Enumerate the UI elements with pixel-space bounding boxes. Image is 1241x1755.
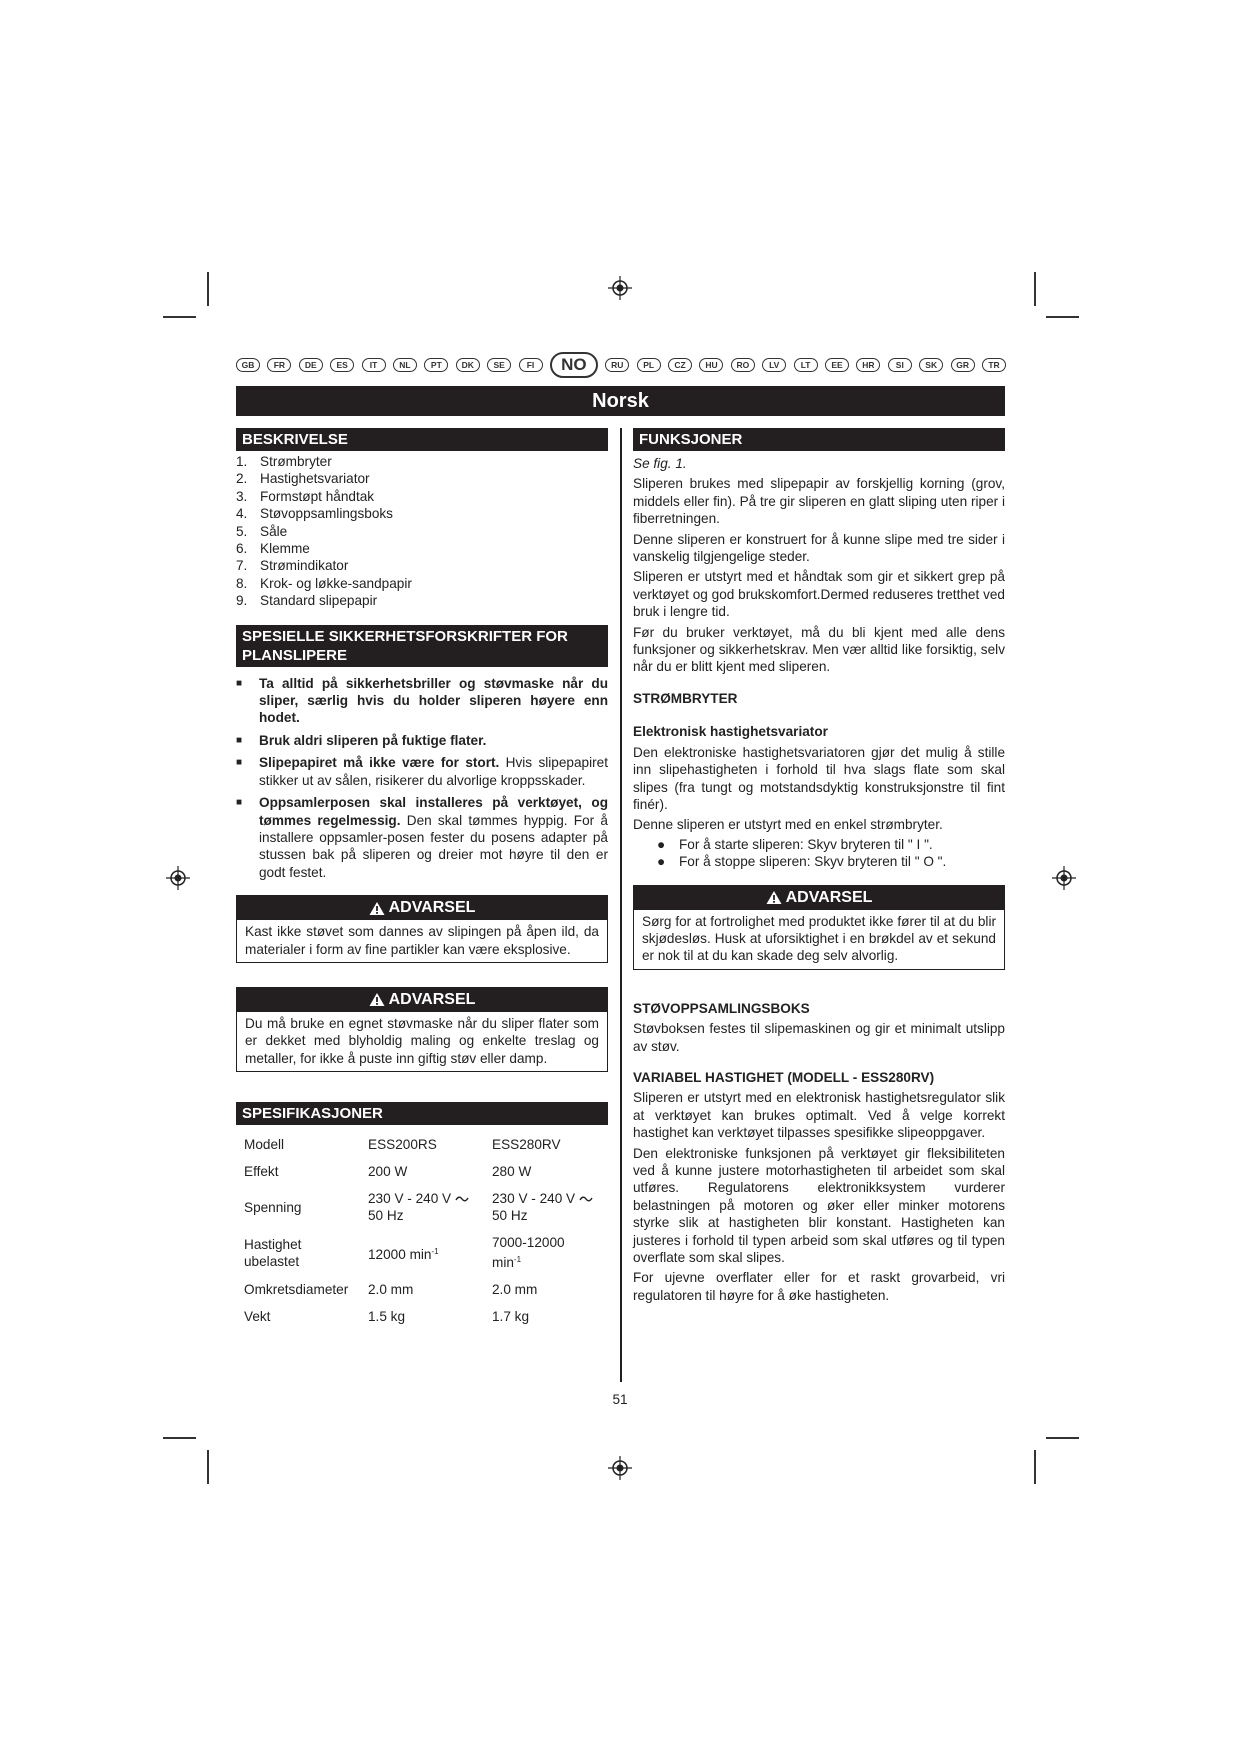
warning-label: ADVARSEL [785, 888, 873, 906]
bullet-square-icon: ■ [236, 677, 243, 689]
crop-mark [1034, 1450, 1036, 1484]
spec-value: 1.7 kg [492, 1309, 530, 1325]
frequency-text: 50 Hz [492, 1208, 528, 1224]
dust-box-heading: STØVOPPSAMLINGSBOKS [633, 1000, 810, 1016]
table-row [236, 1158, 608, 1185]
ac-symbol-icon [455, 1195, 469, 1203]
list-item [236, 575, 608, 592]
lang-lt[interactable]: LT [794, 358, 818, 372]
lang-pt[interactable]: PT [424, 358, 448, 372]
list-item [236, 754, 608, 789]
lang-fi[interactable]: FI [519, 358, 543, 372]
list-item [236, 675, 608, 727]
paragraph: Støvboksen festes til slipemaskinen og gir et minimalt utslipp av støv. [633, 1021, 1005, 1054]
warning-box [236, 987, 608, 1072]
bullet-dot-icon: ● [657, 836, 666, 852]
speed-unit: min [492, 1255, 514, 1271]
warning-header [237, 988, 607, 1012]
item-text: Strømindikator [260, 558, 349, 574]
crop-mark [1034, 272, 1036, 306]
warning-triangle-icon [369, 992, 385, 1007]
spec-value: 280 W [492, 1164, 532, 1180]
warning-label: ADVARSEL [388, 991, 476, 1009]
item-number: 7. [236, 558, 248, 574]
voltage-text: 230 V - 240 V [368, 1191, 452, 1207]
item-number: 5. [236, 523, 248, 539]
lang-fr[interactable]: FR [267, 358, 291, 372]
warning-label: ADVARSEL [388, 899, 476, 917]
figure-reference: Se fig. 1. [633, 456, 687, 471]
left-column [236, 428, 608, 1330]
spec-value: 2.0 mm [368, 1282, 414, 1298]
bullet-square-icon: ■ [236, 734, 243, 746]
warning-triangle-icon [766, 890, 782, 905]
registration-mark-icon [1052, 866, 1076, 890]
item-number: 3. [236, 488, 248, 504]
spec-label [236, 1229, 360, 1276]
bullet-dot-icon: ● [657, 854, 666, 870]
voltage-text: 230 V - 240 V [492, 1191, 576, 1207]
column-divider [620, 428, 622, 1382]
item-text: Krok- og løkke-sandpapir [260, 575, 412, 591]
lang-nl[interactable]: NL [393, 358, 417, 372]
spec-value [360, 1229, 484, 1276]
lang-sk[interactable]: SK [919, 358, 943, 372]
safety-heading [236, 625, 608, 667]
language-selector [236, 353, 1006, 377]
page-number: 51 [612, 1392, 628, 1407]
page-title: Norsk [236, 386, 1005, 416]
paragraph: Sliperen er utstyrt med en elektronisk hastighetsregulator slik at verktøyet kan brukes optimalt. Ved å velge korrekt hastighet kan verktøyet tilpasses spesifikke slipeoppgaver. [633, 1090, 1005, 1141]
instruction-text: For å starte sliperen: Skyv bryteren til " I ". [679, 836, 933, 852]
lang-ro[interactable]: RO [731, 358, 755, 372]
table-row [236, 1303, 608, 1330]
spec-label: Effekt [244, 1164, 279, 1180]
spec-label: Modell [244, 1137, 285, 1153]
lang-gr[interactable]: GR [951, 358, 975, 372]
crop-mark [1046, 316, 1079, 318]
item-text: Strømbryter [260, 454, 332, 469]
list-item [236, 505, 608, 522]
crop-mark [207, 1450, 209, 1484]
spec-value: 2.0 mm [492, 1282, 538, 1298]
lang-de[interactable]: DE [299, 358, 323, 372]
spec-value: ESS200RS [368, 1137, 437, 1153]
variable-speed-heading: VARIABEL HASTIGHET (MODELL - ESS280RV) [633, 1069, 935, 1085]
item-text: Standard slipepapir [260, 593, 378, 609]
lang-es[interactable]: ES [330, 358, 354, 372]
lang-si[interactable]: SI [888, 358, 912, 372]
list-item [236, 540, 608, 557]
warning-triangle-icon [369, 901, 385, 916]
right-column [633, 428, 1005, 1304]
instruction-text: For å stoppe sliperen: Skyv bryteren til " O ". [679, 854, 947, 870]
lang-dk[interactable]: DK [456, 358, 480, 372]
unit-exponent: -1 [513, 1255, 522, 1265]
crop-mark [163, 1437, 196, 1439]
table-row [236, 1276, 608, 1303]
specs-heading: SPESIFIKASJONER [236, 1102, 608, 1125]
item-text: Hastighetsvariator [260, 471, 370, 487]
lang-pl[interactable]: PL [637, 358, 661, 372]
beskrivelse-heading: BESKRIVELSE [236, 428, 608, 451]
list-item [657, 836, 1005, 853]
warning-header [237, 896, 607, 920]
paragraph: Sliperen er utstyrt med et håndtak som gir et sikkert grep på verktøyet og god brukskomfort.Dermed reduseres tretthet ved bruk i lengre tid. [633, 569, 1005, 620]
item-number: 8. [236, 575, 248, 591]
bullet-square-icon: ■ [236, 757, 243, 769]
list-item [236, 523, 608, 540]
registration-mark-icon [608, 1456, 632, 1480]
bullet-text-bold: Slipepapiret må ikke være for stort. [259, 755, 500, 771]
bullet-square-icon: ■ [236, 797, 243, 809]
warning-box [633, 885, 1005, 970]
paragraph: Den elektroniske hastighetsvariatoren gjør det mulig å stille inn slipehastigheten i forhold til hva slags flate som skal slipes (fra tungt og motstandsdyktig konstruksjonstre til fint finér). [633, 744, 1005, 812]
paragraph: For ujevne overflater eller for et raskt grovarbeid, vri regulatoren til høyre for å øke hastigheten. [633, 1270, 1005, 1303]
list-item [657, 853, 1005, 870]
safety-heading-line: SPESIELLE SIKKERHETSFORSKRIFTER FOR [242, 627, 568, 645]
spec-value [360, 1185, 484, 1229]
warning-text: Kast ikke støvet som dannes av slipingen på åpen ild, da materialer i form av fine partikler kan være eksplosive. [245, 924, 599, 957]
speed-variator-subheading: Elektronisk hastighetsvariator [633, 724, 828, 740]
spec-label: Omkretsdiameter [244, 1282, 349, 1298]
item-number: 2. [236, 471, 248, 487]
paragraph: Før du bruker verktøyet, må du bli kjent med alle dens funksjoner og sikkerhetskrav. Men vær alltid like forsiktig, selv når du er blitt kjent med sliperen. [633, 624, 1005, 675]
paragraph: Sliperen brukes med slipepapir av forskjellig korning (grov, middels eller fin). På tre gir sliperen en glatt sliping uten riper i fiberretningen. [633, 476, 1005, 527]
warning-text: Du må bruke en egnet støvmaske når du sliper flater som er dekket med blyholdig maling og enkelte treslag og metaller, for ikke å puste inn giftig støv eller damp. [245, 1015, 599, 1066]
lang-hr[interactable]: HR [856, 358, 880, 372]
lang-gb[interactable]: GB [236, 358, 260, 372]
speed-text: 7000-12000 [492, 1235, 565, 1251]
table-row [236, 1131, 608, 1158]
lang-it[interactable]: IT [362, 358, 386, 372]
spec-label-line: ubelastet [244, 1253, 300, 1269]
spec-value: ESS280RV [492, 1137, 561, 1153]
lang-hu[interactable]: HU [699, 358, 723, 372]
strombryter-heading: STRØMBRYTER [633, 690, 738, 706]
registration-mark-icon [608, 276, 632, 300]
ac-symbol-icon [579, 1195, 593, 1203]
lang-lv[interactable]: LV [762, 358, 786, 372]
spec-value: 1.5 kg [368, 1309, 406, 1325]
lang-cz[interactable]: CZ [668, 358, 692, 372]
spec-label: Spenning [244, 1199, 302, 1215]
bullet-text: Den skal tømmes hyppig. For å installere oppsamler-posen fester du posens adapter på stussen bak på sliperen og dreier mot høyre til den er godt festet. [259, 812, 608, 880]
funksjoner-heading: FUNKSJONER [633, 428, 1005, 451]
switch-instructions [633, 836, 1005, 871]
list-item [236, 732, 608, 749]
lang-tr[interactable]: TR [982, 358, 1006, 372]
parts-list [236, 453, 608, 610]
crop-mark [163, 316, 196, 318]
item-number: 6. [236, 541, 248, 557]
warning-text: Sørg for at fortrolighet med produktet ikke fører til at du blir skjødesløs. Husk at uforsiktighet i en brøkdel av et sekund er nok til at du kan skade deg selv alvorlig. [642, 913, 996, 964]
table-row [236, 1229, 608, 1276]
safety-list [236, 675, 608, 881]
item-text: Såle [260, 523, 288, 539]
frequency-text: 50 Hz [368, 1208, 404, 1224]
crop-mark [1046, 1437, 1079, 1439]
list-item [236, 470, 608, 487]
paragraph: Denne sliperen er konstruert for å kunne slipe med tre sider i vanskelig tilgjengelige steder. [633, 531, 1005, 565]
speed-text: 12000 min [368, 1246, 432, 1262]
paragraph: Den elektroniske funksjonen på verktøyet gir fleksibiliteten ved å kunne justere motorhastigheten til arbeidet som skal utføres. Regulatorens elektronikksystem vurderer belastningen på motoren og øker eller minker motorens styrke slik at hastigheten blir konstant. Hastigheten kan justeres i forhold til typen arbeid som skal utføres og til typen overflate som skal slipes. [633, 1145, 1005, 1266]
spec-value: 200 W [368, 1164, 408, 1180]
item-number: 4. [236, 506, 248, 522]
spec-value [484, 1185, 608, 1229]
item-text: Klemme [260, 541, 310, 557]
item-number: 9. [236, 593, 248, 609]
crop-mark [207, 272, 209, 306]
item-text: Støvoppsamlingsboks [260, 506, 393, 522]
warning-header [634, 886, 1004, 910]
item-number: 1. [236, 454, 248, 469]
bullet-text: Hvis slipepapiret stikker ut av sålen, risikerer du alvorlige kroppsskader. [259, 755, 608, 788]
unit-exponent: -1 [431, 1246, 439, 1256]
table-row [236, 1185, 608, 1229]
registration-mark-icon [166, 866, 190, 890]
item-text: Formstøpt håndtak [260, 488, 375, 504]
bullet-text-bold: Bruk aldri sliperen på fuktige flater. [259, 732, 487, 748]
safety-heading-line: PLANSLIPERE [242, 646, 348, 664]
list-item [236, 453, 608, 470]
lang-no-active[interactable]: NO [550, 352, 598, 378]
list-item [236, 488, 608, 505]
spec-value [484, 1229, 608, 1276]
specs-table [236, 1131, 608, 1330]
list-item [236, 557, 608, 574]
spec-label: Vekt [244, 1309, 271, 1325]
bullet-text-bold: Ta alltid på sikkerhetsbriller og støvmaske når du sliper, særlig hvis du holder sliperen høyere enn hodet. [259, 675, 608, 726]
bullet-text-bold: Oppsamlerposen skal installeres på verktøyet, og tømmes regelmessig. [259, 795, 608, 828]
list-item [236, 794, 608, 881]
spec-label-line: Hastighet [244, 1236, 302, 1252]
list-item [236, 592, 608, 609]
lang-se[interactable]: SE [487, 358, 511, 372]
lang-ee[interactable]: EE [825, 358, 849, 372]
lang-ru[interactable]: RU [605, 358, 629, 372]
paragraph: Denne sliperen er utstyrt med en enkel strømbryter. [633, 817, 943, 833]
warning-box [236, 895, 608, 963]
